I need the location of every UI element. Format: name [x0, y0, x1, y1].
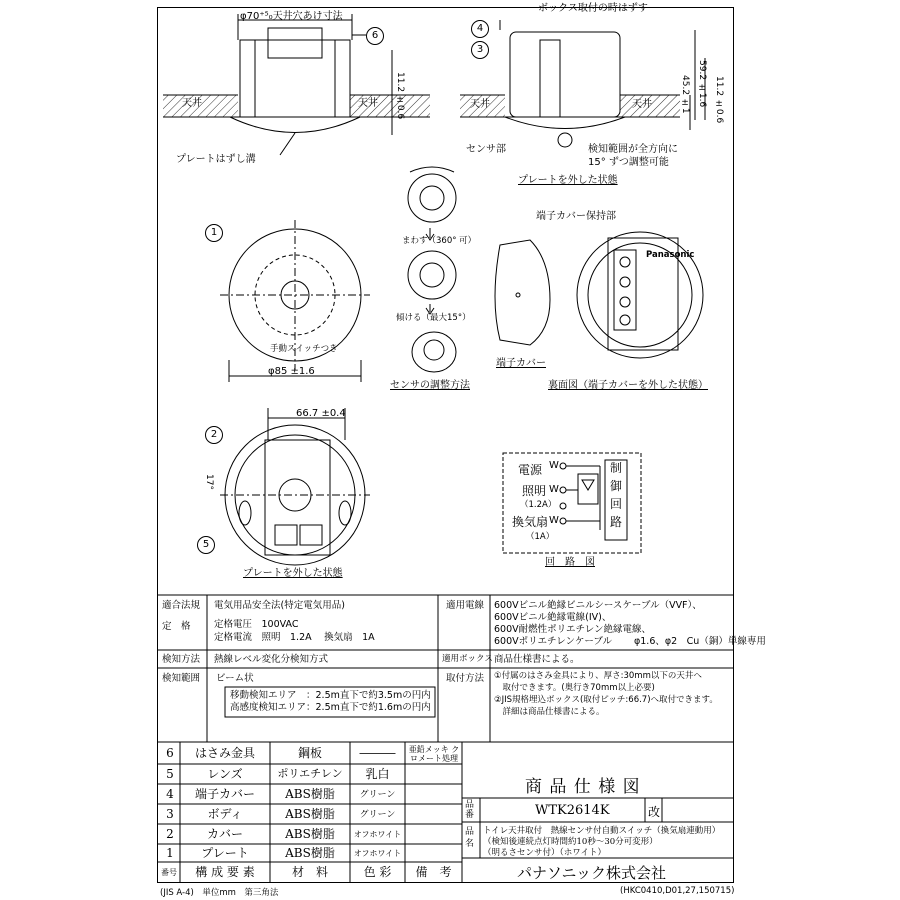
part-name: 端子カバー: [194, 787, 255, 801]
spec-value: 定格電圧 100VAC: [214, 619, 299, 630]
spec-value: 600V耐燃性ポリエチレン絶縁電線、: [494, 624, 652, 635]
dim-592-label: 59.2 ±1.6: [697, 60, 707, 108]
terminal-cover-label: 端子カバー: [496, 358, 546, 369]
product-name: （明るさセンサ付）（ホワイト）: [483, 848, 606, 858]
spec-value: ②JIS規格埋込ボックス(取付ピッチ:66.7)へ取付できます。: [494, 695, 718, 705]
side-view-left: [163, 14, 430, 155]
part-color: グリーン: [359, 790, 396, 800]
part-material: ポリエチレン: [277, 767, 343, 780]
control-char: 御: [610, 479, 623, 493]
spec-value: 移動検知エリア ：2.5m直下で約3.5mの円内: [230, 690, 431, 701]
plate-removed-title: プレートを外した状態: [243, 568, 343, 579]
callout-6: 6: [366, 27, 384, 45]
spec-head: 定 格: [162, 621, 191, 632]
spec-value: ①付属のはさみ金具により、厚さ:30mm以下の天井へ: [494, 671, 702, 681]
w-label: W: [549, 484, 559, 495]
spec-value: 熱線レベル変化分検知方式: [214, 654, 329, 665]
part-name: はさみ金具: [194, 746, 255, 760]
side-view-right: [460, 20, 705, 147]
footer-left: (JIS A-4) 単位mm 第三角法: [160, 888, 279, 898]
ceiling-label: 天井: [470, 99, 490, 110]
w-label: W: [549, 460, 559, 471]
part-name: レンズ: [207, 767, 243, 781]
part-no: 3: [166, 807, 174, 821]
dim-hole-label: φ70⁺⁵₀天井穴あけ寸法: [240, 11, 343, 22]
part-material: ABS樹脂: [285, 827, 335, 841]
part-color: グリーン: [359, 810, 396, 820]
callout-2: 2: [205, 426, 223, 444]
revision-label: 改: [648, 805, 661, 819]
part-color: ―――: [359, 746, 396, 760]
light-amp-label: （1.2A）: [520, 500, 557, 510]
callout-4: 4: [471, 20, 489, 38]
part-material: ABS樹脂: [285, 787, 335, 801]
terminal-cover: [495, 240, 550, 345]
spec-value: 600Vビニル絶縁電線(IV)、: [494, 612, 612, 623]
company-name: パナソニック株式会社: [517, 864, 666, 882]
part-color: オフホワイト: [353, 830, 402, 839]
part-color: オフホワイト: [353, 849, 402, 858]
circuit-title: 回 路 図: [545, 557, 595, 568]
part-material: ABS樹脂: [285, 807, 335, 821]
detect-range-label: 検知範囲が全方向に: [588, 144, 678, 155]
spec-value: 取付できます。(奥行き70mm以上必要): [494, 683, 655, 693]
part-no: 4: [166, 787, 174, 801]
sensor-label: センサ部: [466, 144, 506, 155]
hinban-label: 品番: [465, 800, 475, 820]
spec-head: 検知方法: [162, 654, 201, 665]
ceiling-label: 天井: [358, 98, 378, 109]
brand-label: Panasonic: [646, 250, 695, 260]
part-no: 6: [166, 746, 174, 760]
front-view: [220, 220, 370, 382]
spec-value: 商品仕様書による。: [494, 654, 580, 665]
dim-452-label: 45.2 ±1: [680, 75, 690, 114]
spec-head: 適用ボックス: [442, 654, 493, 664]
control-char: 制: [610, 461, 623, 475]
control-char: 路: [610, 515, 623, 529]
spec-value: 電気用品安全法(特定電気用品): [214, 600, 345, 611]
sensor-adjust: [408, 167, 456, 372]
model-number: WTK2614K: [535, 803, 610, 818]
doc-title: 商 品 仕 様 図: [525, 777, 641, 797]
hinmei-label: 品名: [465, 827, 475, 849]
header-color: 色 彩: [363, 865, 392, 879]
spec-grid: [158, 595, 733, 742]
w-label: W: [549, 515, 559, 526]
ceiling-label: 天井: [632, 99, 652, 110]
spec-head: 適合法規: [162, 600, 201, 611]
part-name: ボディ: [207, 807, 243, 821]
tilt-label: 傾ける（最大15°）: [396, 313, 471, 323]
part-color: 乳白: [365, 767, 390, 781]
dim-112-label: 11.2 ±0.6: [714, 76, 724, 124]
plate-removed-view: [220, 408, 370, 565]
part-no: 5: [166, 767, 174, 781]
spec-value: 600Vポリエチレンケーブル φ1.6、φ2 Cu（銅）単線専用: [494, 636, 766, 647]
spec-head: 取付方法: [446, 673, 485, 684]
spec-value: ビーム状: [216, 673, 254, 684]
dim-17-label: 17°: [204, 474, 214, 490]
part-no: 1: [166, 846, 174, 860]
spec-value: 600Vビニル絶縁ビニルシースケーブル（VVF）、: [494, 600, 702, 611]
detect-range-label: 15° ずつ調整可能: [588, 157, 669, 168]
control-char: 回: [610, 497, 623, 511]
part-note: 亜鉛メッキ クロメート処理: [408, 745, 460, 763]
ceiling-label: 天井: [182, 98, 202, 109]
product-name: （検知後連続点灯時間約10秒〜30分可変形）: [483, 837, 658, 847]
terminal-holder-label: 端子カバー保持部: [536, 211, 616, 222]
spec-head: 検知範囲: [162, 673, 201, 684]
footer-right: (HKC0410,D01,27,150715): [620, 886, 735, 896]
plate-groove-label: プレートはずし溝: [176, 154, 256, 165]
part-material: ABS樹脂: [285, 846, 335, 860]
part-material: 鋼板: [297, 746, 322, 760]
part-name: プレート: [201, 846, 249, 860]
header-name: 構 成 要 素: [195, 865, 255, 879]
power-label: 電源: [518, 463, 543, 477]
callout-5: 5: [197, 536, 215, 554]
fan-label: 換気扇: [512, 515, 549, 529]
plate-off-label: プレートを外した状態: [518, 175, 618, 186]
spec-head: 適用電線: [446, 600, 485, 611]
header-material: 材 料: [291, 865, 328, 879]
dim-11-label: 11.2 ±0.6: [395, 72, 405, 120]
spec-value: 高感度検知エリア：2.5m直下で約1.6mの円内: [230, 702, 431, 713]
light-label: 照明: [522, 484, 547, 498]
box-note-label: ボックス取付の時はずす: [538, 3, 648, 14]
back-view-title: 裏面図（端子カバーを外した状態）: [548, 380, 708, 391]
part-name: カバー: [206, 827, 243, 841]
product-name: トイレ天井取付 熱線センサ付自動スイッチ（換気扇連動用）: [483, 826, 721, 836]
header-note: 備 考: [415, 865, 452, 879]
part-no: 2: [166, 827, 174, 841]
spec-value: 定格電流 照明 1.2A 換気扇 1A: [214, 632, 375, 643]
callout-1: 1: [205, 224, 223, 242]
spec-value: 詳細は商品仕様書による。: [494, 707, 605, 717]
dim-85-label: φ85 ±1.6: [268, 366, 315, 377]
header-no: 番号: [161, 868, 177, 877]
dim-667-label: 66.7 ±0.4: [296, 408, 346, 419]
fan-amp-label: （1A）: [526, 532, 555, 542]
callout-3: 3: [471, 41, 489, 59]
manual-switch-label: 手動スイッチつき: [270, 344, 338, 354]
rotate-label: まわす（360° 可）: [402, 236, 477, 246]
adjust-title: センサの調整方法: [390, 380, 470, 391]
